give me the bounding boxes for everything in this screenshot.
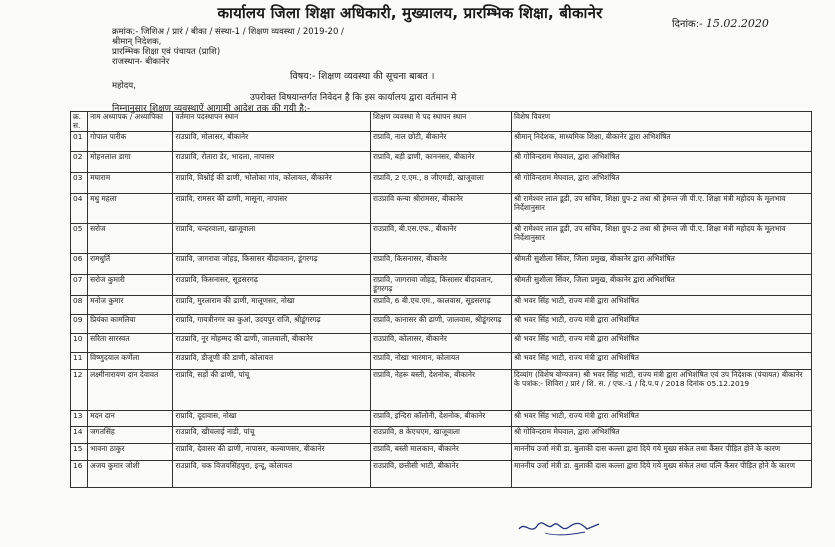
cell-arranged-posting: राप्रावि, 6 बी.एच.एम., कालवास, सूडसरगढ़ bbox=[371, 296, 512, 315]
cell-serial: 12 bbox=[71, 370, 88, 411]
cell-teacher-name: मनोज कुमार bbox=[88, 296, 173, 315]
cell-serial: 05 bbox=[71, 224, 88, 254]
cell-remarks: श्री भवर सिंह भाटी, राज्य मंत्री द्वारा अभिशंषित bbox=[511, 353, 811, 370]
cell-teacher-name: सरिता सारस्वत bbox=[88, 334, 173, 353]
addressee-line-1: श्रीमान् निदेशक, bbox=[112, 37, 162, 47]
addressee-line-3: राजस्थान- बीकानेर bbox=[112, 57, 170, 67]
cell-current-posting: राउप्रावि, रोतारा डेर, भादला, नापासर bbox=[173, 152, 371, 173]
table-row bbox=[71, 173, 812, 194]
cell-current-posting: राउप्रावि, मोलासर, बीकानेर bbox=[173, 132, 371, 152]
signature bbox=[515, 517, 605, 539]
cell-current-posting: राप्रावि, रामसर की ढाणी, मासूना, नापासर bbox=[173, 194, 371, 224]
cell-serial: 10 bbox=[71, 334, 88, 353]
table-row bbox=[71, 444, 812, 461]
cell-current-posting: राप्रावि, दूदावास, नोखा bbox=[173, 411, 371, 427]
cell-remarks: माननीय उर्जा मंत्री डा. बुलाकी दास कल्ला द्वारा दिये गये मुख्य संकेत तथा पत्नि कैंसर पीड़ित होने के कारण bbox=[511, 461, 811, 488]
cell-serial: 08 bbox=[71, 296, 88, 315]
cell-teacher-name: मघाराम bbox=[88, 173, 173, 194]
cell-teacher-name: सरोज bbox=[88, 224, 173, 254]
cell-serial: 09 bbox=[71, 315, 88, 334]
cell-serial: 02 bbox=[71, 152, 88, 173]
cell-arranged-posting: राउप्रावि, कोलासर, बीकानेर bbox=[371, 334, 512, 353]
office-title: कार्यालय जिला शिक्षा अधिकारी, मुख्यालय, प्रारम्भिक शिक्षा, बीकानेर bbox=[217, 4, 603, 22]
table-row bbox=[71, 411, 812, 427]
cell-remarks: श्री रामेश्वर लाल डूडी, उप सचिव, शिक्षा ग्रुप-2 तथा श्री हेमन्त जी पी.ए. शिक्षा मंत्री महोदय के मूलभाव निर्देशानुसार bbox=[511, 224, 811, 254]
date-line bbox=[672, 16, 769, 30]
cell-arranged-posting: राउप्रावि कन्या श्रीरामसर, बीकानेर bbox=[371, 194, 512, 224]
cell-teacher-name: अजय कुमार जोशी bbox=[88, 461, 173, 488]
cell-remarks: श्रीमती सुशीला सिंवर, जिला प्रमुख, बीकानेर द्वारा अभिशंषित bbox=[511, 254, 811, 275]
cell-serial: 01 bbox=[71, 132, 88, 152]
header-serial: क्र. स. bbox=[71, 112, 88, 132]
cell-teacher-name: विष्णुदयाल कर्णेला bbox=[88, 353, 173, 370]
cell-teacher-name: जगतसिंह bbox=[88, 427, 173, 444]
cell-current-posting: राउप्रावि, किसनासर, सूडसरगढ़ bbox=[173, 275, 371, 296]
cell-serial: 06 bbox=[71, 254, 88, 275]
cell-remarks: श्रीमती सुशीला सिंवर, जिला प्रमुख, बीकानेर द्वारा अभिशंषित bbox=[511, 275, 811, 296]
cell-arranged-posting: राप्रावि, बड़ी ढाणी, काननसर, बीकानेर bbox=[371, 152, 512, 173]
cell-current-posting: राउप्रावि, चक विजयसिंहपुरा, इन्दू, कोलायत bbox=[173, 461, 371, 488]
table-row bbox=[71, 254, 812, 275]
table-row bbox=[71, 152, 812, 173]
cell-arranged-posting: राप्रावि, इन्दिरा कॉलोनी, देशनोक, बीकानेर bbox=[371, 411, 512, 427]
cell-teacher-name: प्रियंका कामलिया bbox=[88, 315, 173, 334]
cell-teacher-name: लक्ष्मीनारायण दान देवावत bbox=[88, 370, 173, 411]
cell-current-posting: राप्रावि, सड़ों की ढाणी, पांचू bbox=[173, 370, 371, 411]
cell-arranged-posting: राप्रावि, 2 ए.एम., 8 जीएमडी, खाजूवाला bbox=[371, 173, 512, 194]
table-row bbox=[71, 275, 812, 296]
table-body bbox=[71, 132, 812, 488]
table-row bbox=[71, 353, 812, 370]
cell-teacher-name: गोपाल पारीक bbox=[88, 132, 173, 152]
cell-serial: 07 bbox=[71, 275, 88, 296]
table-row bbox=[71, 194, 812, 224]
cell-serial: 03 bbox=[71, 173, 88, 194]
cell-teacher-name: भावना ठाकुर bbox=[88, 444, 173, 461]
cell-arranged-posting: राउप्रावि, छत्तीसी भाटी, बीकानेर bbox=[371, 461, 512, 488]
cell-teacher-name: सरोज कुमारी bbox=[88, 275, 173, 296]
cell-serial: 13 bbox=[71, 411, 88, 427]
cell-teacher-name: मदन दान bbox=[88, 411, 173, 427]
cell-arranged-posting: राप्रावि, बस्ती मालकान, बीकानेर bbox=[371, 444, 512, 461]
cell-current-posting: राप्रावि, विश्नोई की ढाणी, भोलोका गांव, कोलायत, बीकानेर bbox=[173, 173, 371, 194]
cell-remarks: श्री गोविन्दराम मेघवाल, द्वारा अभिशंषित bbox=[511, 152, 811, 173]
cell-remarks: दिव्यांग (विशेष योग्यजन) श्री भवर सिंह भाटी, राज्य मंत्री द्वारा अभिशंषित एवं उप निदेशक (पंचायत) बीकानेर के पत्रांक:- शिविरा / प्रारं / शि. स. / एफ.-1 / दि.प.प / 2018 दिनांक 05.12.2019 bbox=[511, 370, 811, 411]
cell-arranged-posting: राप्रावि, किसनासर, बीकानेर bbox=[371, 254, 512, 275]
cell-remarks: श्री गोविन्दराम मेघवाल, द्वारा अभिशंषित bbox=[511, 173, 811, 194]
header-arranged-posting: शिक्षण व्यवस्था मे पद स्थापन स्थान bbox=[371, 112, 512, 132]
date-label: दिनांक:- bbox=[672, 19, 703, 30]
table-row bbox=[71, 334, 812, 353]
cell-current-posting: राप्रावि, देवासर की ढाणी, नापासर, कल्याणसर, बीकानेर bbox=[173, 444, 371, 461]
cell-remarks: श्री रामेश्वर लाल डूडी, उप सचिव, शिक्षा ग्रुप-2 तथा श्री हेमन्त जी पी.ए. शिक्षा मंत्री महोदय के मूलभाव निर्देशानुसार bbox=[511, 194, 811, 224]
cell-remarks: श्री भवर सिंह भाटी, राज्य मंत्री द्वारा अभिशंषित bbox=[511, 334, 811, 353]
cell-current-posting: राप्रावि, मुरलाराम की ढाणी, मालूणसर, नोखा bbox=[173, 296, 371, 315]
cell-arranged-posting: राप्रावि, नोखा भारमान, कोलायत bbox=[371, 353, 512, 370]
table-row bbox=[71, 315, 812, 334]
cell-current-posting: राप्रावि, गायत्रीनगर का कुआं, उदयपुर राजि, श्रीडूंगरगढ़ bbox=[173, 315, 371, 334]
cell-teacher-name: रामधुर्ति bbox=[88, 254, 173, 275]
cell-serial: 11 bbox=[71, 353, 88, 370]
cell-serial: 15 bbox=[71, 444, 88, 461]
header-teacher-name: नाम अध्यापक / अध्यापिका bbox=[88, 112, 173, 132]
cell-current-posting: राउप्रावि, नूर मोहम्मद की ढाणी, जालवाली, बीकानेर bbox=[173, 334, 371, 353]
date-value: 15.02.2020 bbox=[705, 17, 769, 30]
cell-teacher-name: मोहनलाल डागा bbox=[88, 152, 173, 173]
cell-current-posting: राउप्रावि, डीजूणी की डाणी, कोलायत bbox=[173, 353, 371, 370]
cell-arranged-posting: राउप्रावि, 8 केएचएम, खाजूवाला bbox=[371, 427, 512, 444]
cell-current-posting: राप्रावि, चन्दरवाला, खाजूवाला bbox=[173, 224, 371, 254]
cell-arranged-posting: राप्रावि, नेहरू बस्ती, देशनोक, बीकानेर bbox=[371, 370, 512, 411]
cell-serial: 16 bbox=[71, 461, 88, 488]
cell-remarks: श्री भवर सिंह भाटी, राज्य मंत्री द्वारा अभिशंषित bbox=[511, 315, 811, 334]
header-remarks: विशेष विवरण bbox=[511, 112, 811, 132]
cell-teacher-name: मधु महला bbox=[88, 194, 173, 224]
table-row bbox=[71, 370, 812, 411]
cell-arranged-posting: राप्रावि, कानासर की ढाणी, जालवास, श्रीडूंगरगढ़ bbox=[371, 315, 512, 334]
cell-current-posting: राप्रावि, जागरावा जोहड़, किसासर बीदावतान, डूंगरगढ़ bbox=[173, 254, 371, 275]
cell-remarks: श्रीमान् निदेशक, माध्यमिक शिक्षा, बीकानेर द्वारा अभिशंषित bbox=[511, 132, 811, 152]
cell-remarks: माननीय उर्जा मंत्री डा. बुलाकी दास कल्ला द्वारा दिये गये मुख्य संकेत तथा कैंसर पीड़ित होने के कारण bbox=[511, 444, 811, 461]
table-row bbox=[71, 224, 812, 254]
cell-remarks: श्री भवर सिंह भाटी, राज्य मंत्री द्वारा अभिशंषित bbox=[511, 411, 811, 427]
subject-line: विषय:- शिक्षण व्यवस्था की सूचना बाबत । bbox=[290, 71, 435, 82]
table-header-row bbox=[71, 112, 812, 132]
table-row bbox=[71, 427, 812, 444]
table-row bbox=[71, 132, 812, 152]
cell-arranged-posting: राउप्रावि, बी.एस.एफ., बीकानेर bbox=[371, 224, 512, 254]
salutation: महोदय, bbox=[112, 81, 136, 91]
cell-remarks: श्री गोविन्दराम मेघवाल, द्वारा अभिशंषित bbox=[511, 427, 811, 444]
reference-number: क्रमांक:- जिशिअ / प्रारं / बीका / संस्था-1 / शिक्षण व्यवस्था / 2019-20 / bbox=[112, 27, 344, 37]
addressee-line-2: प्रारम्भिक शिक्षा एवं पंचायत (प्राशि) bbox=[112, 47, 221, 57]
cell-serial: 14 bbox=[71, 427, 88, 444]
intro-line-1: उपरोक्त विषयान्तर्गत निवेदन है कि इस कार्यालय द्वारा वर्तमान मे bbox=[250, 93, 457, 103]
cell-current-posting: राउप्रावि, खीचलाई नाडी, पांचू bbox=[173, 427, 371, 444]
cell-arranged-posting: राप्रावि, जागरावा जोहड़, किसासर बीदावतान, डूंगरगढ़ bbox=[371, 275, 512, 296]
cell-serial: 04 bbox=[71, 194, 88, 224]
cell-remarks: श्री भवर सिंह भाटी, राज्य मंत्री द्वारा अभिशंषित bbox=[511, 296, 811, 315]
table-row bbox=[71, 461, 812, 488]
table-row bbox=[71, 296, 812, 315]
intro-line-2: निम्नानुसार शिक्षण व्यवस्थाऐं आगामी आदेश तक की गयी है:- bbox=[112, 104, 311, 114]
cell-arranged-posting: राप्रावि, नाल छोटी, बीकानेर bbox=[371, 132, 512, 152]
posting-table bbox=[70, 111, 812, 488]
header-current-posting: वर्तमान पदस्थापन स्थान bbox=[173, 112, 371, 132]
